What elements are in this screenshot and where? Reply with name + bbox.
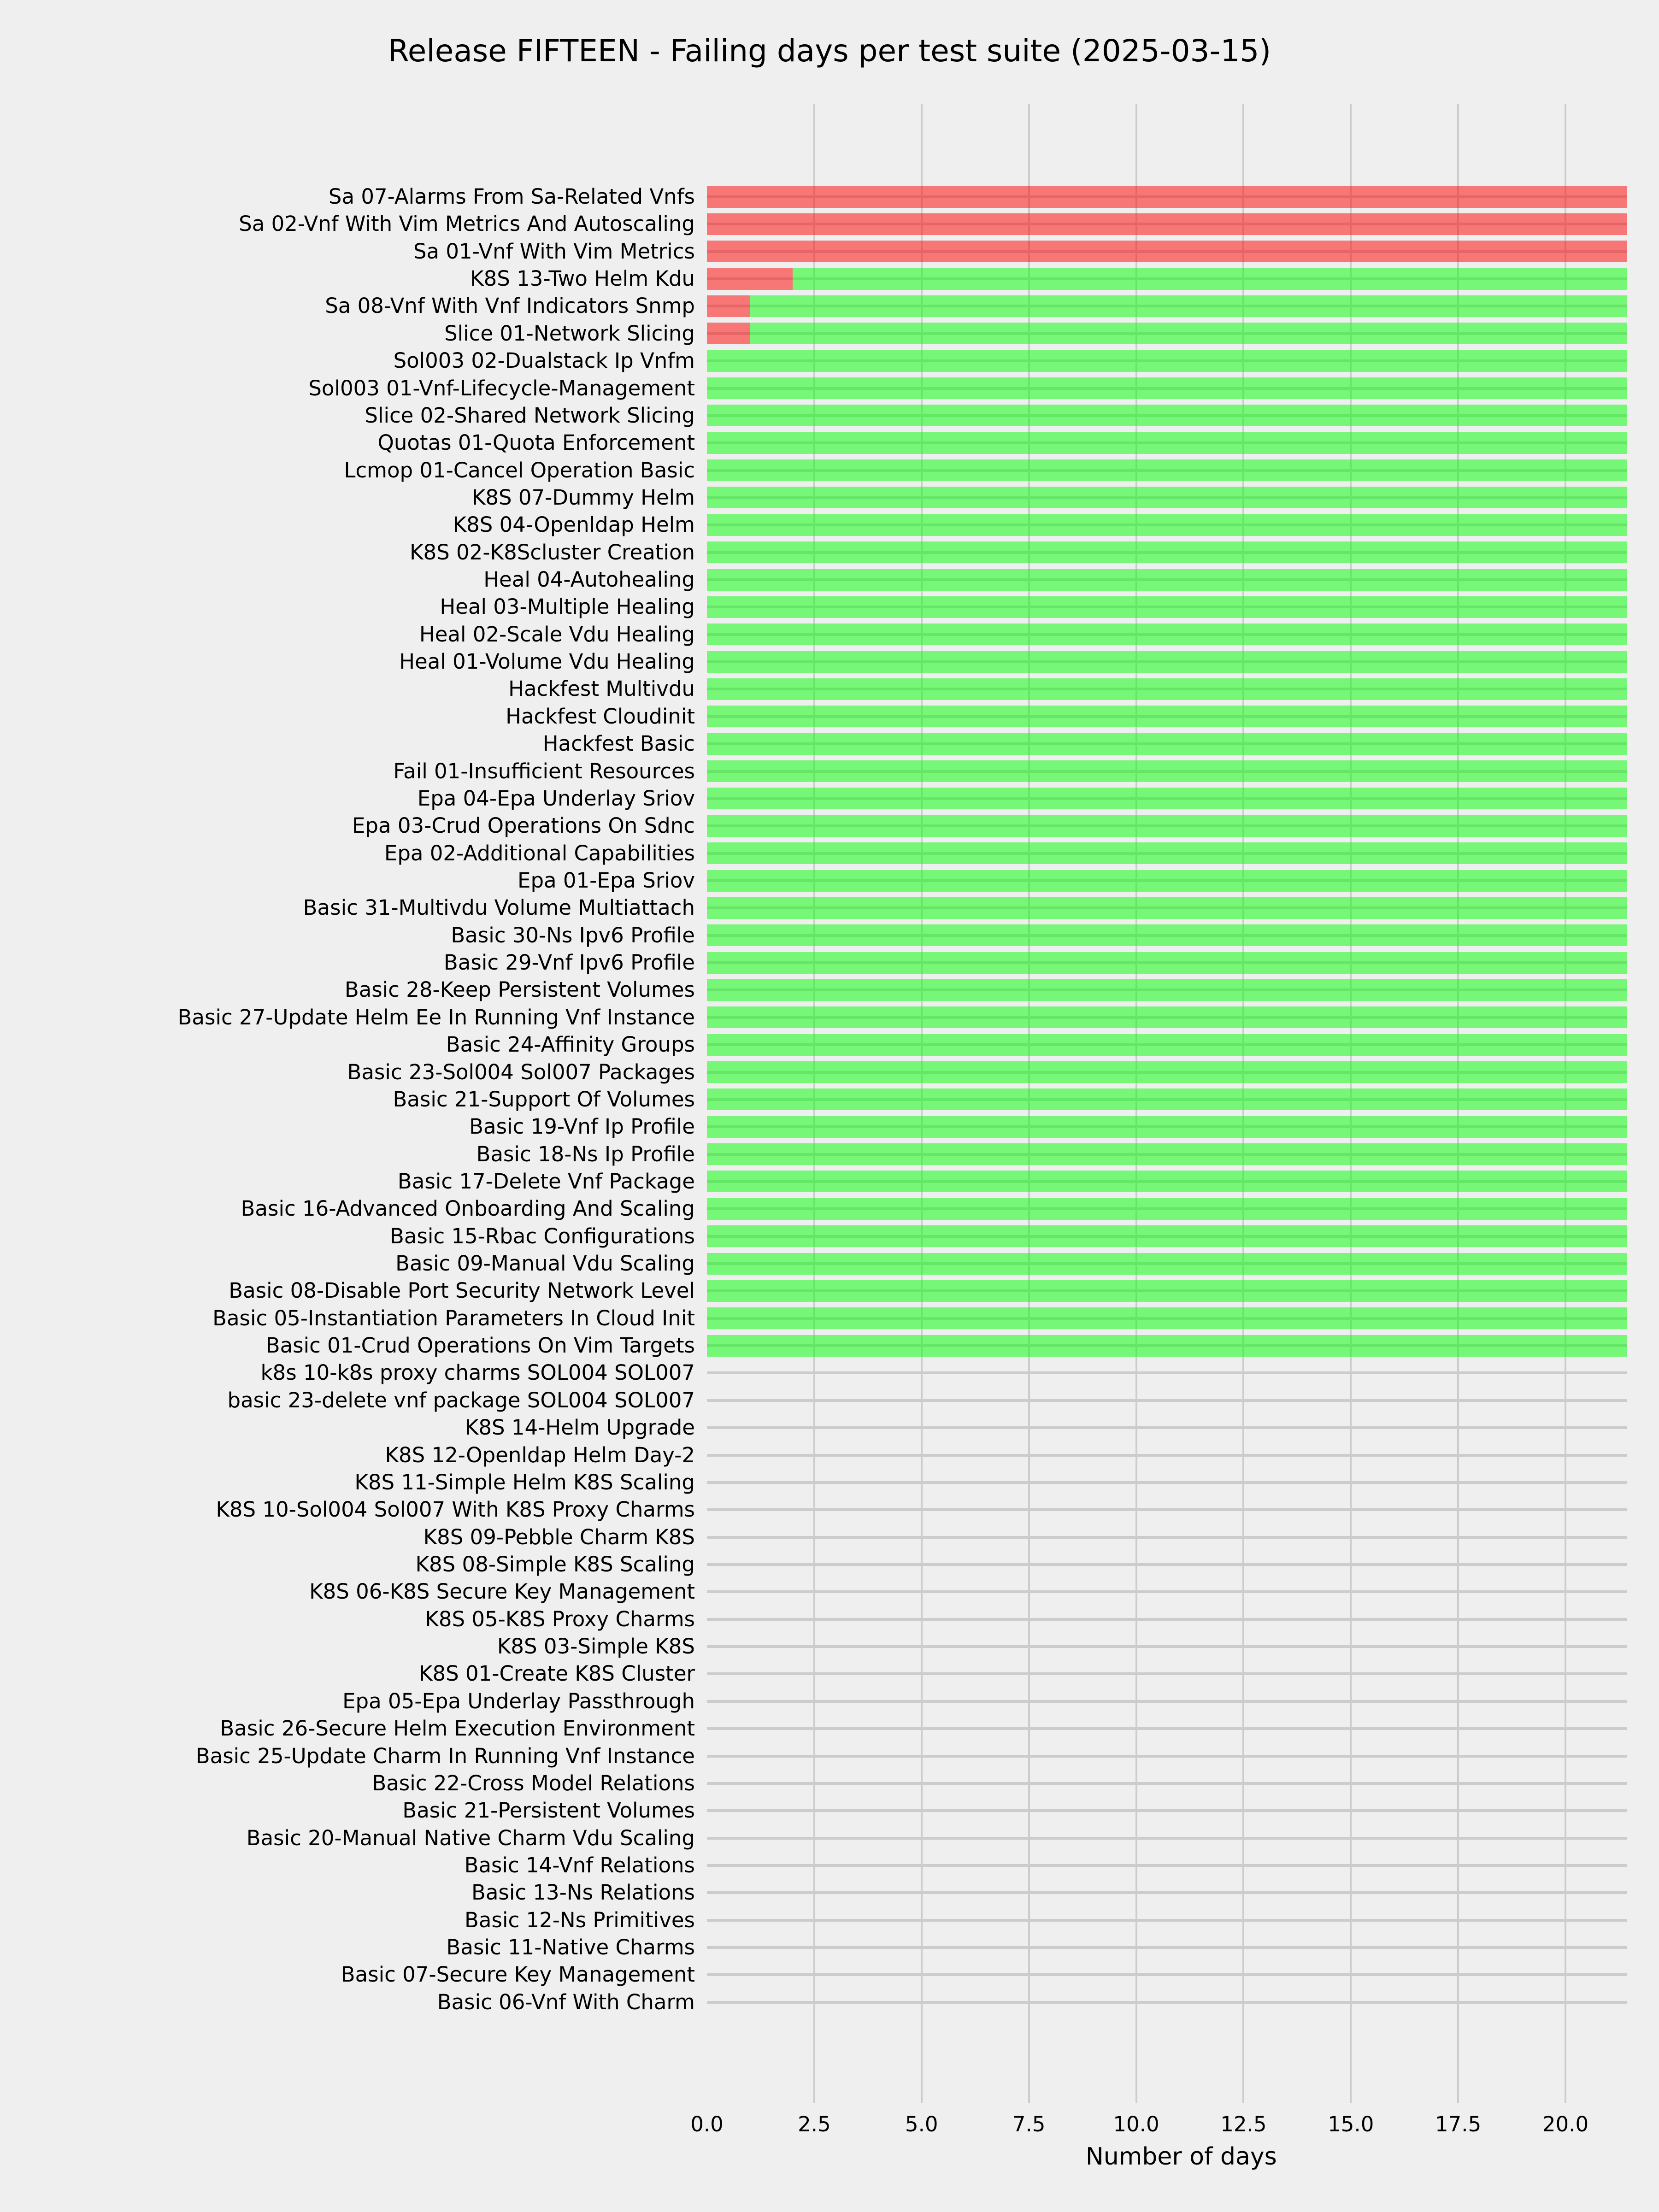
bar-row bbox=[707, 241, 1627, 262]
passing-bar-segment bbox=[707, 760, 1627, 782]
y-axis-label: Basic 24-Affinity Groups bbox=[446, 1032, 695, 1057]
x-axis-tick-label: 5.0 bbox=[905, 2112, 938, 2136]
x-axis-tick-label: 2.5 bbox=[798, 2112, 831, 2136]
passing-bar-segment bbox=[707, 405, 1627, 426]
bar-row bbox=[707, 1335, 1627, 1357]
y-axis-label: Hackfest Multivdu bbox=[508, 677, 695, 701]
bar-row bbox=[707, 1198, 1627, 1220]
passing-bar-segment bbox=[707, 651, 1627, 673]
y-axis-label: Sol003 02-Dualstack Ip Vnfm bbox=[393, 348, 695, 373]
failing-bar-segment bbox=[707, 323, 750, 344]
x-axis-tick-label: 0.0 bbox=[690, 2112, 724, 2136]
y-axis-label: Sa 02-Vnf With Vim Metrics And Autoscaling bbox=[239, 212, 695, 236]
period-line bbox=[707, 1454, 1627, 1457]
passing-bar-segment bbox=[707, 624, 1627, 645]
passing-bar-segment bbox=[707, 788, 1627, 809]
y-axis-label: K8S 07-Dummy Helm bbox=[471, 485, 695, 510]
y-axis-label: Basic 05-Instantiation Parameters In Cloud Init bbox=[212, 1306, 695, 1330]
y-axis-label: Slice 02-Shared Network Slicing bbox=[365, 403, 695, 428]
y-axis-label: Hackfest Cloudinit bbox=[506, 704, 695, 729]
passing-bar-segment bbox=[707, 459, 1627, 481]
passing-bar-segment bbox=[707, 487, 1627, 508]
bar-row bbox=[707, 1171, 1627, 1192]
bar-row bbox=[707, 624, 1627, 645]
y-axis-label: Basic 30-Ns Ipv6 Profile bbox=[451, 923, 695, 947]
bar-row bbox=[707, 1034, 1627, 1056]
y-axis-label: Basic 14-Vnf Relations bbox=[464, 1853, 695, 1877]
passing-bar-segment bbox=[707, 1034, 1627, 1056]
period-line bbox=[707, 1563, 1627, 1566]
bar-row bbox=[707, 377, 1627, 399]
period-line bbox=[707, 1481, 1627, 1484]
passing-bar-segment bbox=[707, 897, 1627, 919]
passing-bar-segment bbox=[707, 678, 1627, 700]
passing-bar-segment bbox=[707, 1198, 1627, 1220]
bar-row bbox=[707, 1006, 1627, 1028]
passing-bar-segment bbox=[707, 1061, 1627, 1083]
bar-row bbox=[707, 514, 1627, 536]
bar-row bbox=[707, 651, 1627, 673]
passing-bar-segment bbox=[707, 924, 1627, 946]
y-axis-label: K8S 02-K8Scluster Creation bbox=[410, 540, 695, 565]
passing-bar-segment bbox=[707, 1307, 1627, 1329]
bar-row bbox=[707, 870, 1627, 892]
y-axis-label: Basic 23-Sol004 Sol007 Packages bbox=[347, 1059, 695, 1084]
y-axis-label: K8S 04-Openldap Helm bbox=[453, 512, 695, 537]
bar-row bbox=[707, 1280, 1627, 1302]
passing-bar-segment bbox=[707, 1006, 1627, 1028]
bar-row bbox=[707, 1061, 1627, 1083]
bar-row bbox=[707, 596, 1627, 618]
failing-bar-segment bbox=[707, 295, 750, 317]
y-axis-label: Basic 25-Update Charm In Running Vnf Instance bbox=[195, 1743, 695, 1768]
bar-row bbox=[707, 186, 1627, 208]
bar-row bbox=[707, 1143, 1627, 1165]
y-axis-label: k8s 10-k8s proxy charms SOL004 SOL007 bbox=[260, 1360, 695, 1385]
passing-bar-segment bbox=[707, 1116, 1627, 1138]
bar-row bbox=[707, 1307, 1627, 1329]
bar-row bbox=[707, 405, 1627, 426]
y-axis-label: Basic 06-Vnf With Charm bbox=[437, 1989, 695, 2014]
bar-row bbox=[707, 979, 1627, 1001]
x-axis-tick-label: 15.0 bbox=[1328, 2112, 1374, 2136]
bar-row bbox=[707, 487, 1627, 508]
bar-row bbox=[707, 952, 1627, 974]
passing-bar-segment bbox=[750, 295, 1627, 317]
bar-row bbox=[707, 760, 1627, 782]
y-axis-label: Slice 01-Network Slicing bbox=[444, 321, 695, 346]
y-axis-label: Epa 02-Additional Capabilities bbox=[384, 841, 695, 865]
bar-row bbox=[707, 541, 1627, 563]
y-axis-label: Heal 04-Autohealing bbox=[483, 567, 695, 592]
y-axis-label: Basic 26-Secure Helm Execution Environment bbox=[220, 1716, 695, 1741]
y-axis-label: K8S 14-Helm Upgrade bbox=[465, 1415, 695, 1440]
period-line bbox=[707, 1755, 1627, 1758]
y-axis-label: Fail 01-Insufficient Resources bbox=[393, 759, 695, 783]
y-axis-label: Basic 08-Disable Port Security Network Level bbox=[229, 1278, 695, 1303]
failing-bar-segment bbox=[707, 213, 1627, 235]
period-line bbox=[707, 2001, 1627, 2004]
y-axis-label: Sa 08-Vnf With Vnf Indicators Snmp bbox=[325, 294, 695, 318]
y-axis-label: Lcmop 01-Cancel Operation Basic bbox=[344, 458, 695, 482]
y-axis-label: Hackfest Basic bbox=[542, 731, 695, 756]
y-axis-label: K8S 03-Simple K8S bbox=[497, 1634, 695, 1659]
x-axis-tick-label: 12.5 bbox=[1220, 2112, 1267, 2136]
passing-bar-segment bbox=[707, 706, 1627, 727]
y-axis-label: K8S 05-K8S Proxy Charms bbox=[425, 1606, 695, 1631]
passing-bar-segment bbox=[750, 323, 1627, 344]
bar-row bbox=[707, 706, 1627, 727]
y-axis-label: Basic 27-Update Helm Ee In Running Vnf Instance bbox=[177, 1005, 695, 1030]
passing-bar-segment bbox=[707, 377, 1627, 399]
y-axis-label: Basic 21-Persistent Volumes bbox=[402, 1798, 695, 1823]
passing-bar-segment bbox=[793, 268, 1627, 290]
y-axis-label: Basic 12-Ns Primitives bbox=[465, 1907, 695, 1932]
passing-bar-segment bbox=[707, 1253, 1627, 1275]
passing-bar-segment bbox=[707, 596, 1627, 618]
period-line bbox=[707, 1891, 1627, 1894]
bar-row bbox=[707, 678, 1627, 700]
passing-bar-segment bbox=[707, 733, 1627, 755]
bar-row bbox=[707, 733, 1627, 755]
passing-bar-segment bbox=[707, 1335, 1627, 1357]
y-axis-label: Basic 29-Vnf Ipv6 Profile bbox=[443, 950, 695, 975]
bar-row bbox=[707, 897, 1627, 919]
y-axis-label: Sol003 01-Vnf-Lifecycle-Management bbox=[308, 376, 695, 400]
bar-row bbox=[707, 295, 1627, 317]
period-line bbox=[707, 1508, 1627, 1511]
passing-bar-segment bbox=[707, 1143, 1627, 1165]
passing-bar-segment bbox=[707, 842, 1627, 864]
period-line bbox=[707, 1837, 1627, 1840]
passing-bar-segment bbox=[707, 1088, 1627, 1110]
y-axis-label: basic 23-delete vnf package SOL004 SOL007 bbox=[227, 1388, 695, 1412]
bar-row bbox=[707, 1225, 1627, 1247]
x-axis-tick-label: 7.5 bbox=[1012, 2112, 1046, 2136]
passing-bar-segment bbox=[707, 1171, 1627, 1192]
bar-row bbox=[707, 842, 1627, 864]
y-axis-label: Basic 17-Delete Vnf Package bbox=[397, 1169, 695, 1194]
passing-bar-segment bbox=[707, 569, 1627, 591]
passing-bar-segment bbox=[707, 952, 1627, 974]
y-axis-label: Basic 07-Secure Key Management bbox=[341, 1962, 695, 1987]
failing-bar-segment bbox=[707, 186, 1627, 208]
period-line bbox=[707, 1536, 1627, 1539]
bar-row bbox=[707, 459, 1627, 481]
period-line bbox=[707, 1672, 1627, 1675]
period-line bbox=[707, 1371, 1627, 1374]
bar-row bbox=[707, 1253, 1627, 1275]
period-line bbox=[707, 1864, 1627, 1867]
y-axis-label: Basic 22-Cross Model Relations bbox=[372, 1771, 695, 1795]
bar-row bbox=[707, 213, 1627, 235]
failing-bar-segment bbox=[707, 268, 793, 290]
y-axis-label: Sa 01-Vnf With Vim Metrics bbox=[413, 239, 695, 264]
y-axis-label: Sa 07-Alarms From Sa-Related Vnfs bbox=[328, 184, 695, 209]
y-axis-label: Basic 28-Keep Persistent Volumes bbox=[344, 977, 695, 1002]
passing-bar-segment bbox=[707, 1225, 1627, 1247]
period-line bbox=[707, 1809, 1627, 1812]
y-axis-label: Heal 01-Volume Vdu Healing bbox=[399, 649, 695, 674]
y-axis-label: Epa 04-Epa Underlay Sriov bbox=[417, 786, 695, 811]
bar-row bbox=[707, 268, 1627, 290]
bar-row bbox=[707, 924, 1627, 946]
y-axis-label: K8S 11-Simple Helm K8S Scaling bbox=[354, 1470, 695, 1494]
x-axis-tick-label: 20.0 bbox=[1542, 2112, 1589, 2136]
y-axis-label: K8S 08-Simple K8S Scaling bbox=[415, 1552, 695, 1577]
y-axis-label: K8S 10-Sol004 Sol007 With K8S Proxy Charms bbox=[216, 1497, 695, 1522]
period-line bbox=[707, 1782, 1627, 1785]
y-axis-label: Heal 03-Multiple Healing bbox=[440, 594, 695, 619]
bar-row bbox=[707, 432, 1627, 454]
y-axis-label: K8S 06-K8S Secure Key Management bbox=[309, 1579, 695, 1604]
period-line bbox=[707, 1973, 1627, 1976]
bar-row bbox=[707, 569, 1627, 591]
period-line bbox=[707, 1590, 1627, 1593]
passing-bar-segment bbox=[707, 1280, 1627, 1302]
period-line bbox=[707, 1727, 1627, 1730]
y-axis-label: K8S 13-Two Helm Kdu bbox=[470, 266, 695, 291]
passing-bar-segment bbox=[707, 541, 1627, 563]
chart-title: Release FIFTEEN - Failing days per test suite (2025-03-15) bbox=[388, 33, 1271, 69]
y-axis-label: Epa 05-Epa Underlay Passthrough bbox=[342, 1688, 695, 1713]
y-axis-label: Basic 13-Ns Relations bbox=[471, 1880, 695, 1905]
period-line bbox=[707, 1700, 1627, 1703]
y-axis-label: Basic 16-Advanced Onboarding And Scaling bbox=[241, 1196, 695, 1221]
y-axis-label: Basic 09-Manual Vdu Scaling bbox=[395, 1251, 695, 1276]
y-axis-label: K8S 01-Create K8S Cluster bbox=[418, 1661, 695, 1686]
passing-bar-segment bbox=[707, 514, 1627, 536]
passing-bar-segment bbox=[707, 432, 1627, 454]
bar-row bbox=[707, 350, 1627, 372]
y-axis-label: Quotas 01-Quota Enforcement bbox=[377, 430, 695, 455]
failing-bar-segment bbox=[707, 241, 1627, 262]
passing-bar-segment bbox=[707, 979, 1627, 1001]
bar-row bbox=[707, 815, 1627, 837]
bar-row bbox=[707, 1116, 1627, 1138]
y-axis-label: Basic 20-Manual Native Charm Vdu Scaling bbox=[246, 1825, 695, 1850]
period-line bbox=[707, 1426, 1627, 1429]
period-line bbox=[707, 1946, 1627, 1949]
bar-row bbox=[707, 323, 1627, 344]
y-axis-label: Basic 01-Crud Operations On Vim Targets bbox=[265, 1333, 695, 1358]
y-axis-label: Basic 11-Native Charms bbox=[446, 1935, 695, 1960]
period-line bbox=[707, 1919, 1627, 1922]
x-axis-tick-label: 10.0 bbox=[1113, 2112, 1159, 2136]
y-axis-label: Basic 15-Rbac Configurations bbox=[389, 1224, 695, 1248]
passing-bar-segment bbox=[707, 870, 1627, 892]
period-line bbox=[707, 1645, 1627, 1648]
y-axis-label: K8S 09-Pebble Charm K8S bbox=[423, 1524, 695, 1549]
period-line bbox=[707, 1618, 1627, 1621]
passing-bar-segment bbox=[707, 350, 1627, 372]
y-axis-label: K8S 12-Openldap Helm Day-2 bbox=[385, 1442, 695, 1467]
passing-bar-segment bbox=[707, 815, 1627, 837]
y-axis-label: Epa 03-Crud Operations On Sdnc bbox=[352, 813, 695, 838]
y-axis-label: Basic 31-Multivdu Volume Multiattach bbox=[303, 895, 695, 920]
bar-row bbox=[707, 788, 1627, 809]
y-axis-label: Heal 02-Scale Vdu Healing bbox=[419, 622, 695, 647]
y-axis-label: Epa 01-Epa Sriov bbox=[518, 868, 695, 893]
x-axis-title: Number of days bbox=[1085, 2143, 1277, 2171]
period-line bbox=[707, 1399, 1627, 1402]
x-axis-tick-label: 17.5 bbox=[1435, 2112, 1482, 2136]
y-axis-label: Basic 19-Vnf Ip Profile bbox=[469, 1114, 695, 1139]
y-axis-label: Basic 18-Ns Ip Profile bbox=[476, 1141, 695, 1166]
y-axis-label: Basic 21-Support Of Volumes bbox=[393, 1087, 695, 1112]
bar-row bbox=[707, 1088, 1627, 1110]
